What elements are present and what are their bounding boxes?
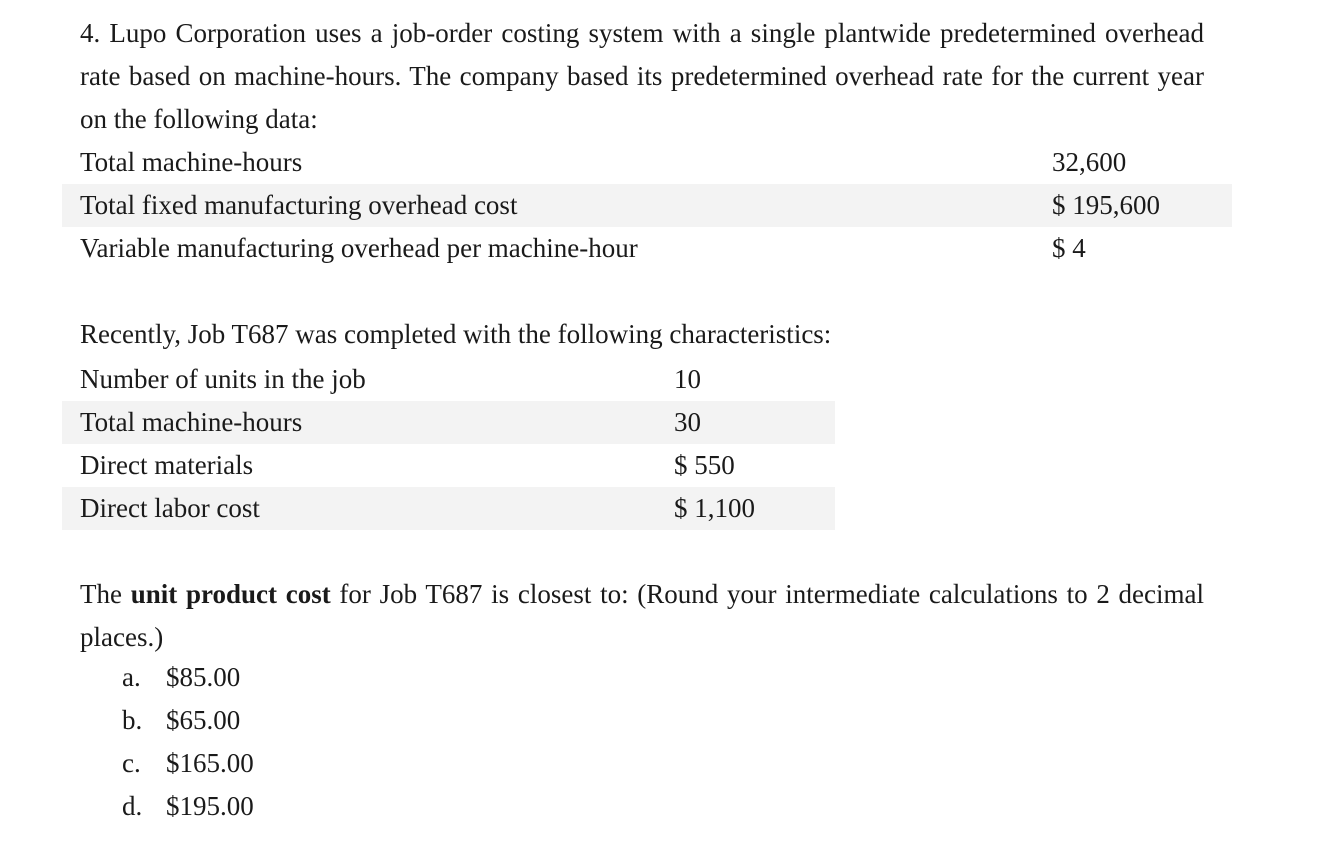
table-row — [62, 184, 1232, 227]
question-emphasis: unit product cost — [130, 579, 331, 609]
option-text: $85.00 — [166, 662, 241, 692]
row-label: Number of units in the job — [80, 364, 366, 394]
job-data-table — [62, 358, 835, 530]
table-row — [62, 141, 1232, 184]
option-text: $195.00 — [166, 791, 254, 821]
row-label: Total machine-hours — [80, 407, 303, 437]
row-label: Variable manufacturing overhead per machine-hour — [80, 233, 638, 263]
option-letter: d. — [122, 791, 143, 821]
option-letter: b. — [122, 705, 143, 735]
row-value: $ 195,600 — [1052, 190, 1160, 220]
option-text: $65.00 — [166, 705, 241, 735]
table-row — [62, 401, 835, 444]
option-text: $165.00 — [166, 748, 254, 778]
option-letter: c. — [122, 748, 141, 778]
table-row — [62, 444, 835, 487]
row-value: $ 550 — [674, 450, 735, 480]
row-label: Total machine-hours — [80, 147, 303, 177]
row-value: $ 4 — [1052, 233, 1086, 263]
row-value: 10 — [674, 364, 701, 394]
row-label: Total fixed manufacturing overhead cost — [80, 190, 518, 220]
question-suffix: for Job T687 is closest to: (Round your intermediate calculations to 2 decimal places.) — [80, 579, 1204, 652]
problem-statement: 4. Lupo Corporation uses a job-order costing system with a single plantwide predetermined overhead rate based on machine-hours. The company based its predetermined overhead rate for the current year on the following data: — [80, 18, 1204, 134]
row-value: $ 1,100 — [674, 493, 755, 523]
option-letter: a. — [122, 662, 141, 692]
row-value: 32,600 — [1052, 147, 1127, 177]
row-label: Direct materials — [80, 450, 254, 480]
row-label: Direct labor cost — [80, 493, 260, 523]
job-intro: Recently, Job T687 was completed with the following characteristics: — [80, 319, 832, 349]
question-text — [80, 573, 1204, 659]
table-row — [62, 358, 835, 401]
table-row — [62, 487, 835, 530]
table-row — [62, 227, 1232, 270]
row-value: 30 — [674, 407, 701, 437]
overhead-data-table — [62, 141, 1232, 270]
question-prefix: The — [80, 579, 131, 609]
